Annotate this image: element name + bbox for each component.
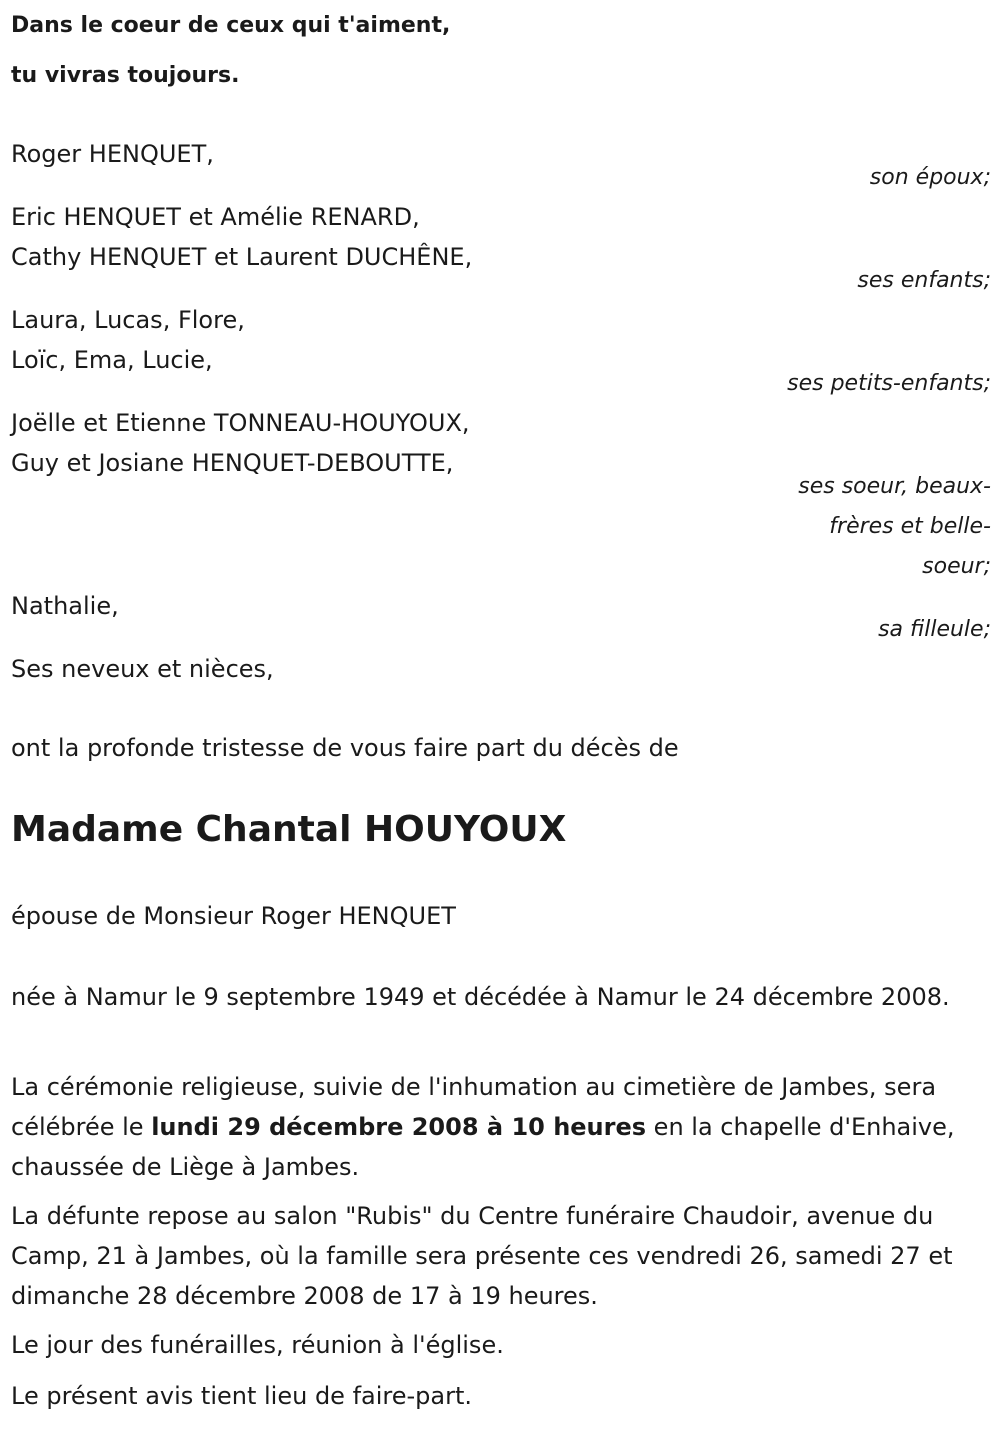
children-line-2: Cathy HENQUET et Laurent DUCHÊNE, [11,243,473,271]
siblings-line-2: Guy et Josiane HENQUET-DEBOUTTE, [11,449,454,477]
notice-paragraph: Le présent avis tient lieu de faire-part. [11,1382,473,1410]
goddaughter-role: sa filleule; [878,617,991,642]
ceremony-text-before: La cérémonie religieuse, suivie de l'inhumation au cimetière de Jambes, sera célébrée le [11,1073,937,1141]
children-line-1: Eric HENQUET et Amélie RENARD, [11,203,420,231]
siblings-line-1: Joëlle et Etienne TONNEAU-HOUYOUX, [11,409,470,437]
grandchildren-line-2: Loïc, Ema, Lucie, [11,346,213,374]
spouse-role: son époux; [869,165,991,190]
siblings-role-line-2: frères et belle- [829,514,991,539]
meeting-paragraph: Le jour des funérailles, réunion à l'église. [11,1331,504,1359]
birth-death-paragraph: née à Namur le 9 septembre 1949 et décédée à Namur le 24 décembre 2008. [11,983,950,1011]
repose-paragraph: La défunte repose au salon "Rubis" du Centre funéraire Chaudoir, avenue du Camp, 21 à Jambes, où la famille sera présente ces vendredi 26, samedi 27 et dimanche 28 décembre 2008 de 17 à 19 heures. [11,1202,953,1310]
grandchildren-role: ses petits-enfants; [787,371,991,396]
epigraph-line-2: tu vivras toujours. [11,63,240,88]
deceased-spouse-line: épouse de Monsieur Roger HENQUET [11,902,456,930]
deceased-name: Madame Chantal HOUYOUX [11,809,567,850]
announcement-text: ont la profonde tristesse de vous faire part du décès de [11,734,679,762]
ceremony-paragraph [11,1067,991,1187]
ceremony-text-after: en la chapelle d'Enhaive, chaussée de Liège à Jambes. [11,1113,955,1181]
siblings-role-line-1: ses soeur, beaux- [798,474,991,499]
obituary-notice [11,0,991,1431]
goddaughter-name: Nathalie, [11,592,119,620]
spouse-name: Roger HENQUET, [11,140,214,168]
nephews-line: Ses neveux et nièces, [11,655,274,683]
ceremony-date: lundi 29 décembre 2008 à 10 heures [151,1113,647,1141]
epigraph-line-1: Dans le coeur de ceux qui t'aiment, [11,13,451,38]
children-role: ses enfants; [857,268,991,293]
siblings-role-line-3: soeur; [922,554,991,579]
grandchildren-line-1: Laura, Lucas, Flore, [11,306,245,334]
